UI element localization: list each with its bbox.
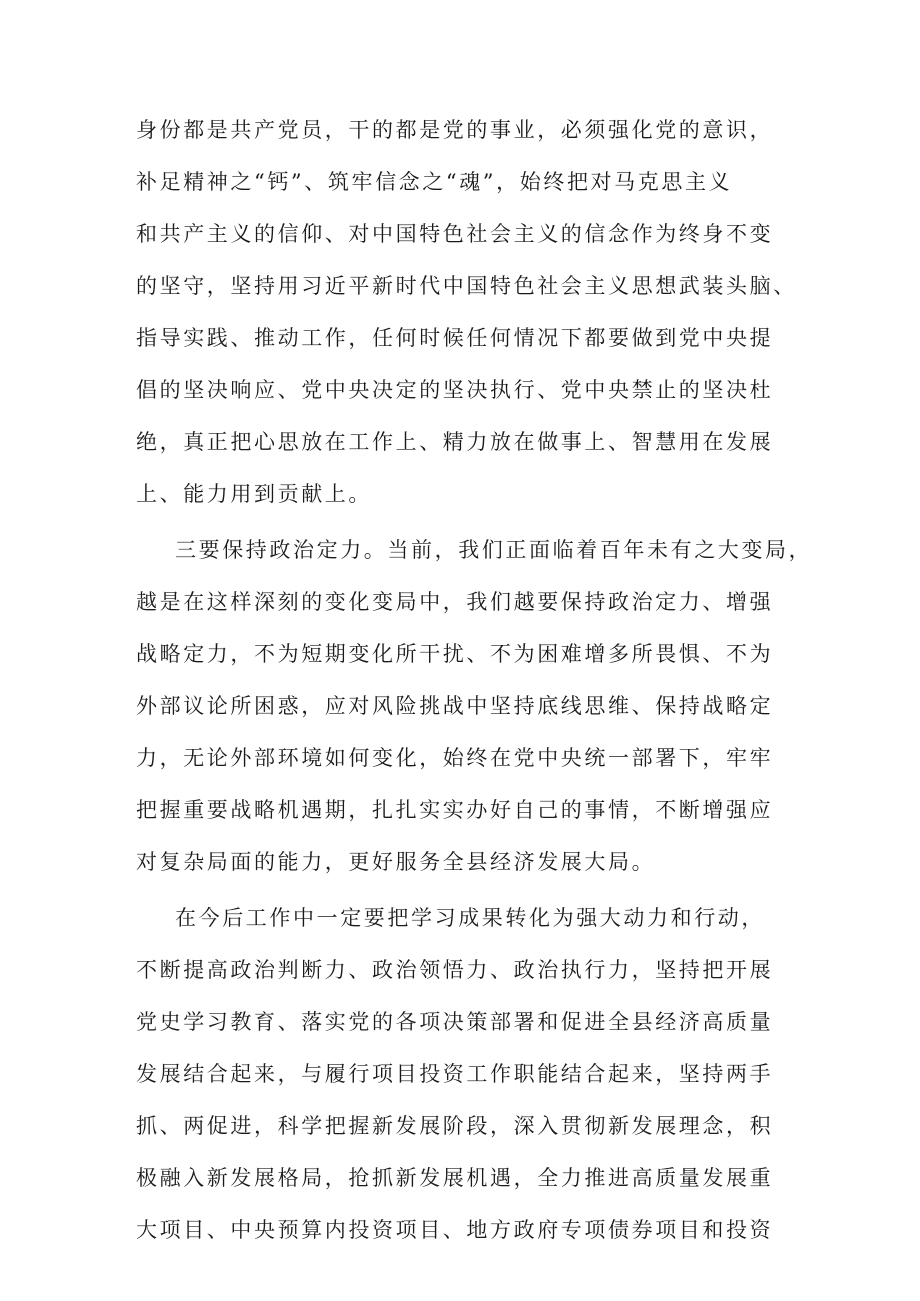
text-line: 越是在这样深刻的变化变局中，我们越要保持政治定力、增强 — [136, 590, 774, 614]
text-line: 上、能力用到贡献上。 — [136, 482, 372, 506]
text-line: 大项目、中央预算内投资项目、地方政府专项债券项目和投资 — [136, 1218, 774, 1242]
text-line: 身份都是共产党员，干的都是党的事业，必须强化党的意识， — [136, 118, 774, 142]
text-line: 极融入新发展格局，抢抓新发展机遇，全力推进高质量发展重 — [136, 1166, 774, 1190]
text-line: 抓、两促进，科学把握新发展阶段，深入贯彻新发展理念，积 — [136, 1114, 774, 1138]
text-line: 绝，真正把心思放在工作上、精力放在做事上、智慧用在发展 — [136, 430, 774, 454]
text-line: 和共产主义的信仰、对中国特色社会主义的信念作为终身不变 — [136, 222, 774, 246]
text-line: 三要保持政治定力。当前，我们正面临着百年未有之大变局， — [175, 538, 813, 562]
text-line: 的坚守，坚持用习近平新时代中国特色社会主义思想武装头脑、 — [136, 274, 797, 298]
text-line: 力，无论外部环境如何变化，始终在党中央统一部署下，牢牢 — [136, 746, 774, 770]
text-line: 党史学习教育、落实党的各项决策部署和促进全县经济高质量 — [136, 1010, 774, 1034]
text-line: 指导实践、推动工作，任何时候任何情况下都要做到党中央提 — [136, 326, 774, 350]
paragraph-1 — [136, 104, 796, 520]
document-body — [136, 104, 813, 1256]
text-line: 把握重要战略机遇期，扎扎实实办好自己的事情，不断增强应 — [136, 798, 774, 822]
paragraph-2 — [136, 524, 813, 888]
text-line: 战略定力，不为短期变化所干扰、不为困难增多所畏惧、不为 — [136, 642, 774, 666]
text-line: 倡的坚决响应、党中央决定的坚决执行、党中央禁止的坚决杜 — [136, 378, 774, 402]
text-line: 补足精神之“钙”、筑牢信念之“魂”，始终把对马克思主义 — [136, 170, 733, 194]
text-line: 不断提高政治判断力、政治领悟力、政治执行力，坚持把开展 — [136, 958, 774, 982]
paragraph-3 — [136, 892, 796, 1256]
text-line: 外部议论所困惑，应对风险挑战中坚持底线思维、保持战略定 — [136, 694, 774, 718]
text-line: 在今后工作中一定要把学习成果转化为强大动力和行动， — [175, 906, 765, 930]
text-line: 对复杂局面的能力，更好服务全县经济发展大局。 — [136, 850, 656, 874]
text-line: 发展结合起来，与履行项目投资工作职能结合起来，坚持两手 — [136, 1062, 774, 1086]
